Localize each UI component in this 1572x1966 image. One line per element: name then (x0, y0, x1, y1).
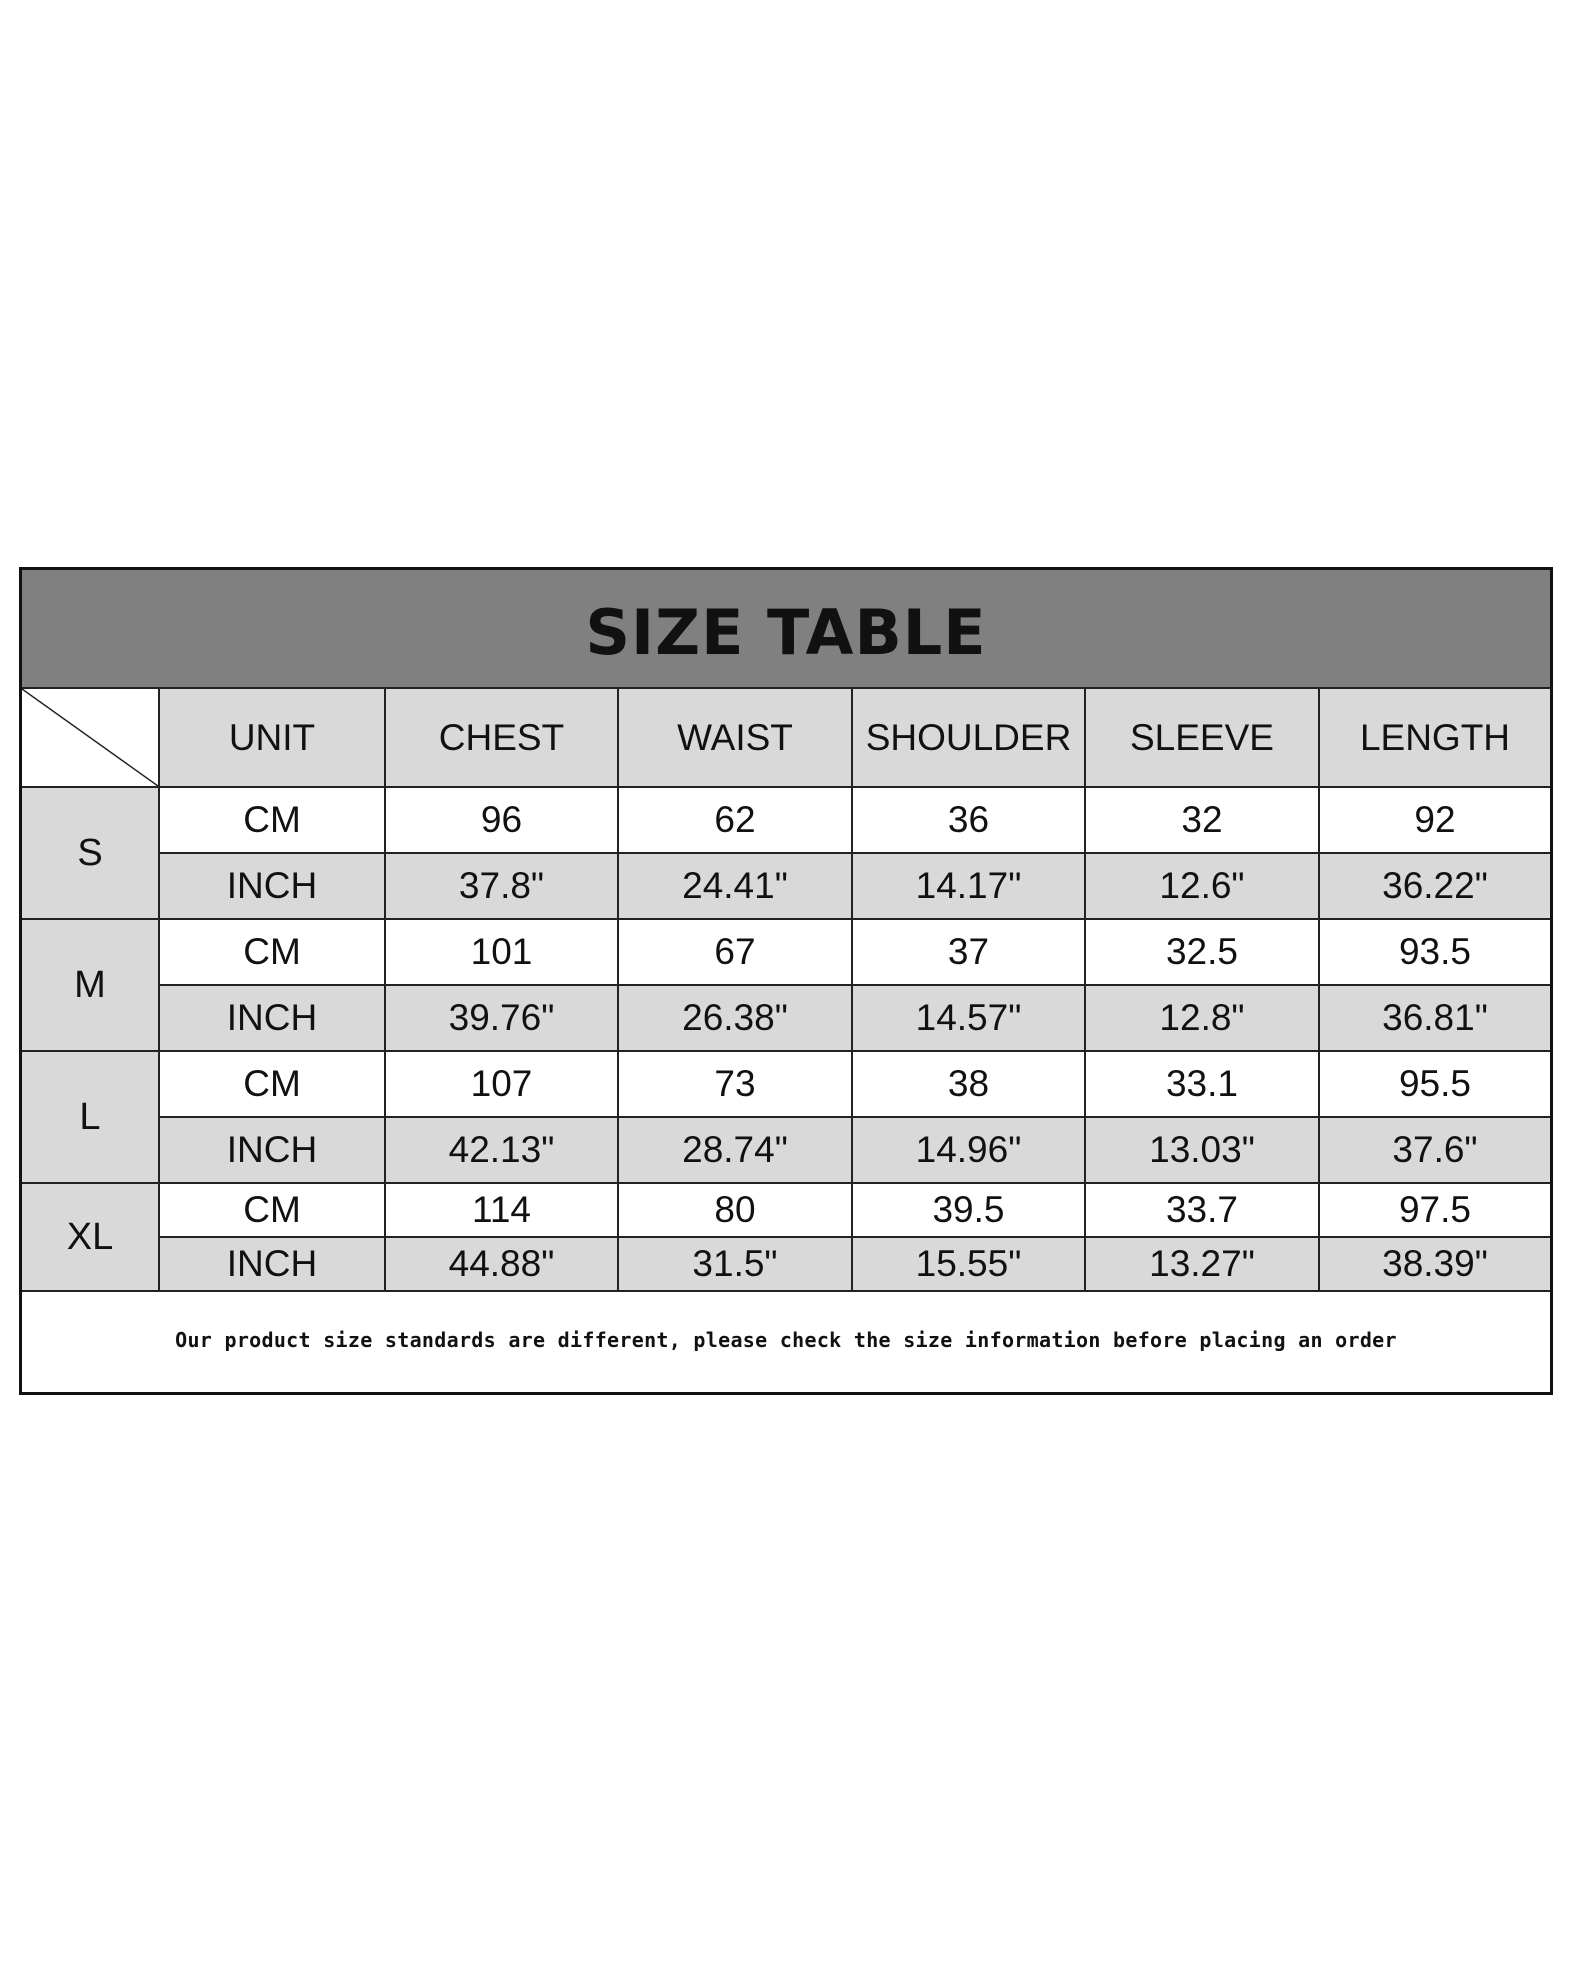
value-cell: 12.6" (1085, 853, 1319, 919)
header-chest: CHEST (385, 689, 618, 787)
unit-cell: CM (159, 1183, 385, 1237)
value-cell: 80 (618, 1183, 852, 1237)
unit-cell: INCH (159, 853, 385, 919)
size-table (19, 567, 1553, 1395)
header-row (22, 689, 1550, 787)
value-cell: 42.13" (385, 1117, 618, 1183)
value-cell: 62 (618, 787, 852, 853)
unit-cell: INCH (159, 1237, 385, 1291)
diagonal-line-icon (22, 689, 158, 786)
value-cell: 95.5 (1319, 1051, 1550, 1117)
value-cell: 26.38" (618, 985, 852, 1051)
value-cell: 13.27" (1085, 1237, 1319, 1291)
value-cell: 33.1 (1085, 1051, 1319, 1117)
value-cell: 37.8" (385, 853, 618, 919)
value-cell: 14.57" (852, 985, 1085, 1051)
table-row (22, 1051, 1550, 1117)
value-cell: 38 (852, 1051, 1085, 1117)
value-cell: 32 (1085, 787, 1319, 853)
value-cell: 14.17" (852, 853, 1085, 919)
unit-cell: INCH (159, 985, 385, 1051)
value-cell: 67 (618, 919, 852, 985)
header-unit: UNIT (159, 689, 385, 787)
table-row (22, 919, 1550, 985)
table-row (22, 1117, 1550, 1183)
header-waist: WAIST (618, 689, 852, 787)
value-cell: 36.22" (1319, 853, 1550, 919)
value-cell: 31.5" (618, 1237, 852, 1291)
value-cell: 36.81" (1319, 985, 1550, 1051)
value-cell: 28.74" (618, 1117, 852, 1183)
header-shoulder: SHOULDER (852, 689, 1085, 787)
corner-cell (22, 689, 159, 787)
value-cell: 93.5 (1319, 919, 1550, 985)
table-title: SIZE TABLE (585, 596, 987, 669)
header-length: LENGTH (1319, 689, 1550, 787)
value-cell: 36 (852, 787, 1085, 853)
title-bar (22, 570, 1550, 689)
unit-cell: CM (159, 919, 385, 985)
header-sleeve: SLEEVE (1085, 689, 1319, 787)
size-note: Our product size standards are different, please check the size information before placing an order (175, 1328, 1397, 1352)
value-cell: 92 (1319, 787, 1550, 853)
size-label: M (22, 919, 159, 1051)
unit-cell: CM (159, 1051, 385, 1117)
size-grid (22, 689, 1550, 1292)
value-cell: 97.5 (1319, 1183, 1550, 1237)
size-label: XL (22, 1183, 159, 1291)
table-row (22, 985, 1550, 1051)
value-cell: 96 (385, 787, 618, 853)
unit-cell: INCH (159, 1117, 385, 1183)
value-cell: 39.76" (385, 985, 618, 1051)
value-cell: 24.41" (618, 853, 852, 919)
value-cell: 37.6" (1319, 1117, 1550, 1183)
value-cell: 14.96" (852, 1117, 1085, 1183)
value-cell: 73 (618, 1051, 852, 1117)
value-cell: 37 (852, 919, 1085, 985)
value-cell: 15.55" (852, 1237, 1085, 1291)
table-row (22, 1237, 1550, 1291)
table-row (22, 1183, 1550, 1237)
size-label: S (22, 787, 159, 919)
value-cell: 114 (385, 1183, 618, 1237)
value-cell: 32.5 (1085, 919, 1319, 985)
table-row (22, 853, 1550, 919)
value-cell: 101 (385, 919, 618, 985)
value-cell: 44.88" (385, 1237, 618, 1291)
size-label: L (22, 1051, 159, 1183)
value-cell: 33.7 (1085, 1183, 1319, 1237)
value-cell: 38.39" (1319, 1237, 1550, 1291)
value-cell: 12.8" (1085, 985, 1319, 1051)
table-row (22, 787, 1550, 853)
value-cell: 39.5 (852, 1183, 1085, 1237)
value-cell: 13.03" (1085, 1117, 1319, 1183)
unit-cell: CM (159, 787, 385, 853)
value-cell: 107 (385, 1051, 618, 1117)
